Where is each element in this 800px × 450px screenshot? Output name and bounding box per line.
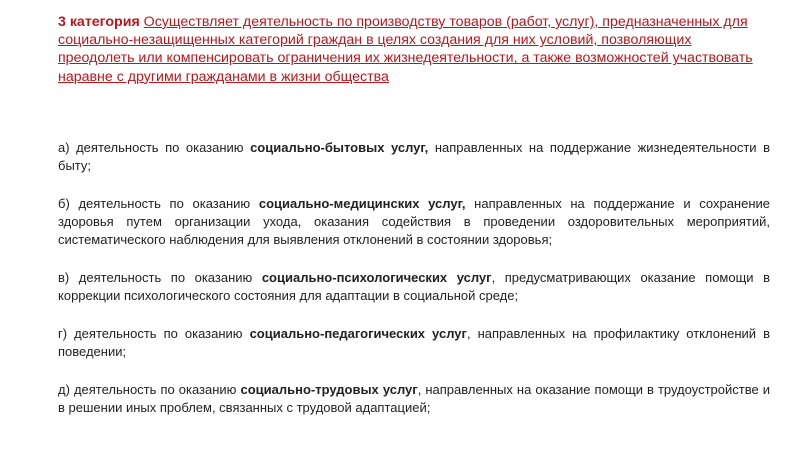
category-label: 3 категория	[58, 14, 140, 30]
item-text-before: г) деятельность по оказанию	[58, 325, 250, 341]
item-text-after: , направленных на профилактику отклонений в поведении;	[58, 325, 770, 360]
item-text-before: а) деятельность по оказанию	[58, 140, 251, 155]
slide-title	[58, 13, 758, 86]
item-text-before: б) деятельность по оказанию	[58, 195, 259, 211]
list-item	[58, 269, 770, 305]
services-list	[58, 139, 770, 437]
list-item	[58, 325, 770, 361]
item-service-type: социально-бытовых услуг,	[250, 140, 429, 155]
item-text-before: в) деятельность по оказанию	[58, 270, 262, 286]
item-service-type: социально-психологических услуг	[261, 270, 492, 286]
item-service-type: социально-педагогических услуг	[249, 325, 467, 341]
list-item	[58, 381, 770, 417]
item-service-type: социально-медицинских услуг,	[258, 195, 466, 211]
item-service-type: социально-трудовых услуг	[240, 381, 418, 397]
item-text-after: направленных на поддержание жизнедеятельности в быту;	[58, 140, 770, 174]
item-text-after: , направленных на оказание помощи в трудоустройстве и в решении иных проблем, связанных с трудовой адаптацией;	[58, 381, 770, 416]
item-text-after: направленных на поддержание и сохранение здоровья путем организации ухода, оказания содействия в проведении оздоровительных мероприятий, систематического наблюдения для выявления отклонений в состоянии здоровья;	[58, 195, 771, 248]
list-item	[58, 195, 770, 250]
list-item	[58, 139, 770, 175]
item-text-before: д) деятельность по оказанию	[58, 381, 241, 397]
item-text-after: , предусматривающих оказание помощи в коррекции психологического состояния для адаптации в социальной среде;	[58, 270, 770, 304]
category-description-link[interactable]: Осуществляет деятельность по производству товаров (работ, услуг), предназначенных для социально-незащищенных категорий граждан в целях создания для них условий, позволяющих преодолеть или компенсировать ограничения их жизнедеятельности, а также возможностей участвовать наравне с другими гражданами в жизни общества	[58, 14, 753, 85]
